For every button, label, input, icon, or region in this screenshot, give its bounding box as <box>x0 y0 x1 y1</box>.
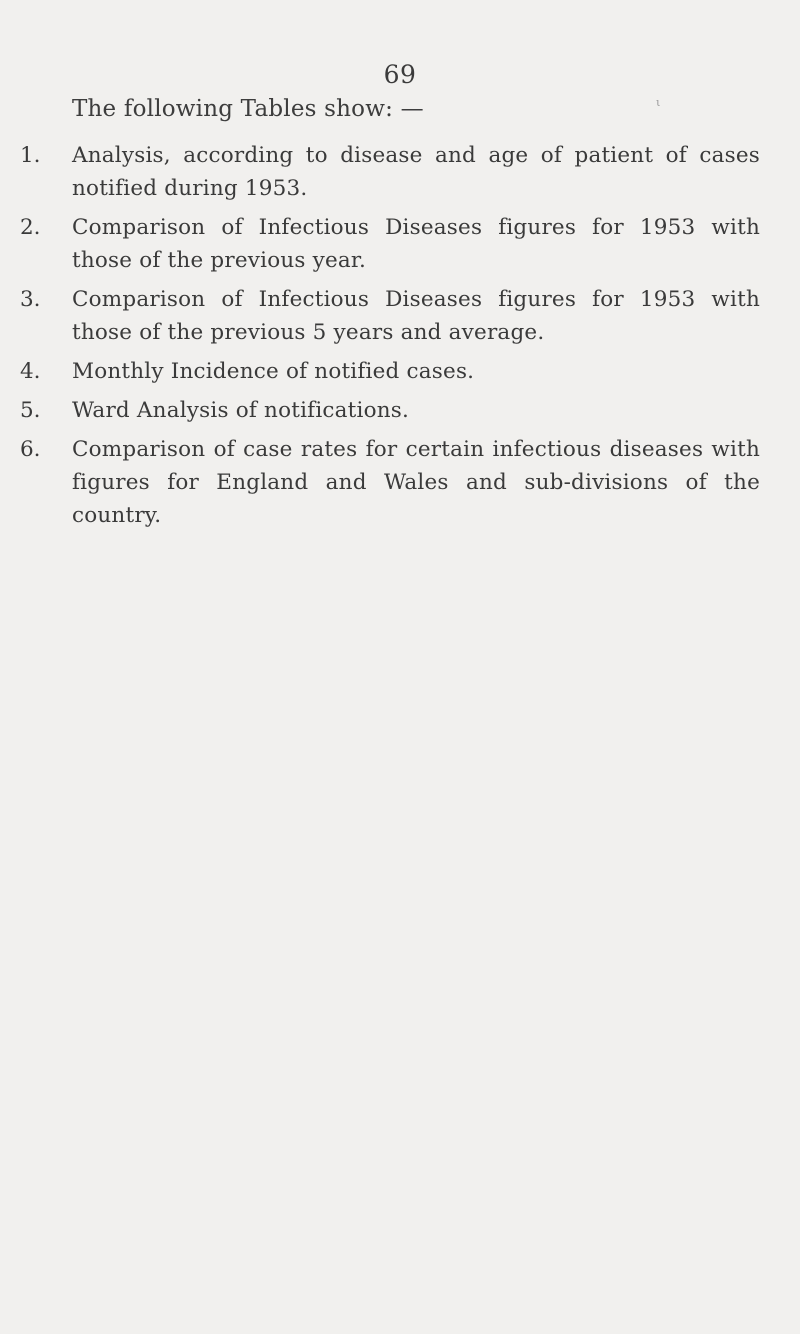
page-number: 69 <box>383 60 417 89</box>
item-text: Ward Analysis of notifications. <box>72 398 410 423</box>
list-item <box>20 433 760 532</box>
item-number: 6. <box>20 437 41 462</box>
item-number: 2. <box>20 215 41 240</box>
list-item <box>20 394 760 427</box>
item-text: Analysis, according to disease and age of patient of cases notified during 1953. <box>72 143 760 201</box>
item-number: 4. <box>20 359 41 384</box>
item-text: Monthly Incidence of notified cases. <box>72 359 475 384</box>
list-item <box>20 283 760 349</box>
tables-list <box>20 139 760 538</box>
item-text: Comparison of Infectious Diseases figures for 1953 with those of the previous year. <box>72 215 760 273</box>
item-text: Comparison of case rates for certain infectious diseases with figures for England and Wales and sub-divisions of the country. <box>72 437 760 528</box>
list-item <box>20 355 760 388</box>
intro-heading: The following Tables show: — <box>72 96 424 122</box>
list-item <box>20 139 760 205</box>
stray-mark: ι <box>656 96 661 109</box>
item-text: Comparison of Infectious Diseases figures for 1953 with those of the previous 5 years and average. <box>72 287 760 345</box>
item-number: 3. <box>20 287 41 312</box>
list-item <box>20 211 760 277</box>
item-number: 5. <box>20 398 41 423</box>
item-number: 1. <box>20 143 41 168</box>
